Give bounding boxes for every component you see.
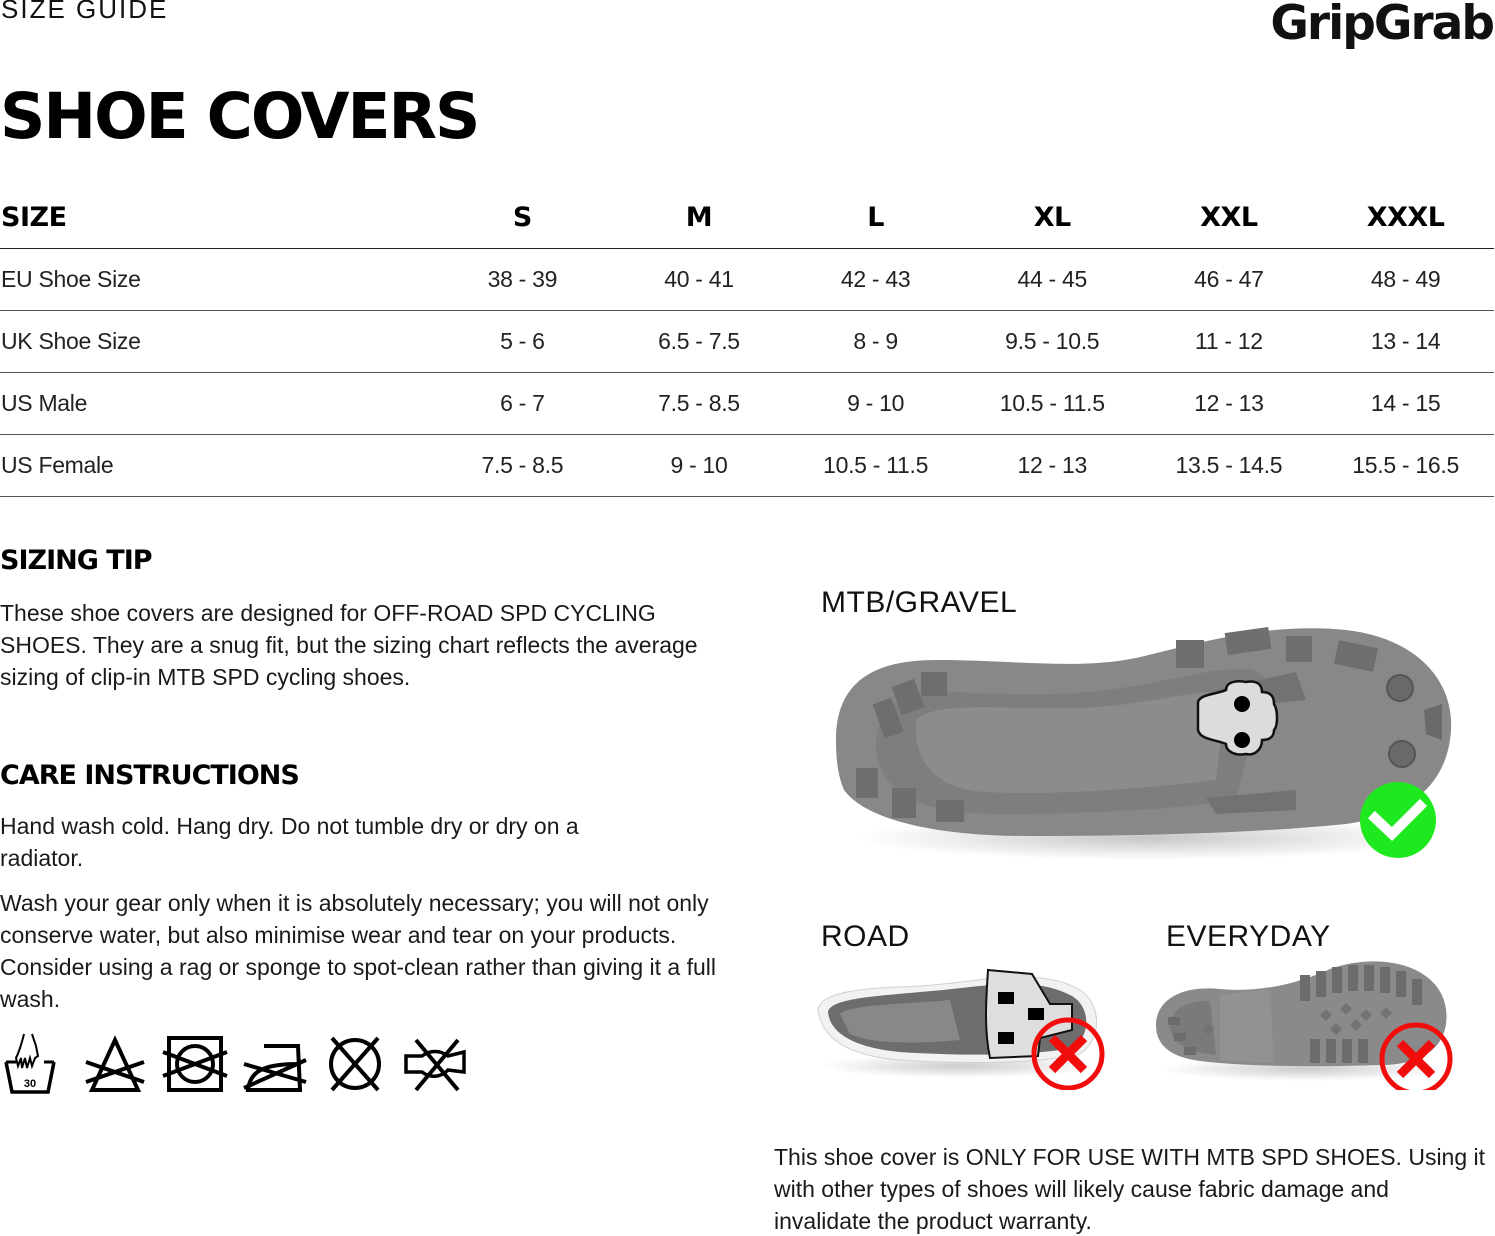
table-cell: 11 - 12 <box>1194 327 1263 354</box>
table-cell: 9.5 - 10.5 <box>1005 327 1100 354</box>
table-cell: 5 - 6 <box>500 327 545 354</box>
check-icon <box>1360 782 1436 858</box>
table-cell: 6.5 - 7.5 <box>658 327 740 354</box>
table-cell: 12 - 13 <box>1194 389 1264 416</box>
do-not-iron-icon <box>242 1032 308 1096</box>
table-cell: 9 - 10 <box>847 389 905 416</box>
everyday-label: EVERYDAY <box>1166 920 1331 953</box>
table-cell: 10.5 - 11.5 <box>823 451 929 478</box>
size-guide-kicker: SIZE GUIDE <box>1 0 169 24</box>
table-cell: 40 - 41 <box>664 265 734 292</box>
do-not-bleach-icon <box>82 1032 148 1096</box>
table-row <box>0 310 1494 372</box>
hand-wash-30-icon <box>2 1032 68 1096</box>
row-label: UK Shoe Size <box>1 327 141 354</box>
row-label: EU Shoe Size <box>1 265 141 292</box>
mtb-shoe-sole-illustration <box>826 600 1456 870</box>
road-shoe-sole-illustration <box>810 960 1110 1090</box>
table-cell: 7.5 - 8.5 <box>658 389 740 416</box>
table-cell: 13 - 14 <box>1370 327 1441 354</box>
size-column-xxxl: XXXL <box>1366 202 1445 234</box>
do-not-wring-icon <box>402 1032 468 1096</box>
size-column-s: S <box>512 202 532 234</box>
table-cell: 8 - 9 <box>853 327 898 354</box>
svg-text:30: 30 <box>23 1078 37 1090</box>
everyday-shoe-sole-illustration <box>1150 955 1460 1090</box>
page-title: SHOE COVERS <box>0 80 479 153</box>
table-cell: 12 - 13 <box>1017 451 1087 478</box>
table-row <box>0 434 1494 496</box>
care-instructions-heading: CARE INSTRUCTIONS <box>0 760 299 791</box>
care-instructions-text-1: Hand wash cold. Hang dry. Do not tumble dry or dry on a radiator. <box>0 813 579 871</box>
table-cell: 44 - 45 <box>1017 265 1087 292</box>
do-not-dry-clean-icon <box>322 1032 388 1096</box>
size-column-xl: XL <box>1033 202 1071 234</box>
table-cell: 46 - 47 <box>1194 265 1264 292</box>
table-cell: 15.5 - 16.5 <box>1352 451 1459 478</box>
row-label: US Male <box>1 389 88 416</box>
size-column-xxl: XXL <box>1200 202 1258 234</box>
table-row <box>0 248 1494 310</box>
brand-logo: GripGrab <box>1270 0 1493 51</box>
care-symbols <box>2 1032 482 1096</box>
care-instructions-text-2: Wash your gear only when it is absolutely necessary; you will not only conserve water, but also minimise wear and tear on your products. Consider using a rag or sponge to spot-clean rather than giving it a full wash. <box>0 890 716 1012</box>
compatibility-warning-text: This shoe cover is ONLY FOR USE WITH MTB SPD SHOES. Using it with other types of shoes will likely cause fabric damage and invalidate the product warranty. <box>774 1144 1486 1234</box>
road-label: ROAD <box>821 920 910 953</box>
row-label: US Female <box>1 451 114 478</box>
table-row <box>0 372 1494 434</box>
do-not-tumble-dry-icon <box>162 1032 228 1096</box>
size-column-m: M <box>685 202 713 234</box>
mtb-gravel-label: MTB/GRAVEL <box>821 586 1018 619</box>
sizing-tip-heading: SIZING TIP <box>0 545 152 576</box>
size-header-label: SIZE <box>1 202 67 234</box>
table-cell: 48 - 49 <box>1370 265 1441 292</box>
table-cell: 13.5 - 14.5 <box>1175 451 1283 478</box>
table-cell: 6 - 7 <box>500 389 545 416</box>
table-cell: 9 - 10 <box>670 451 728 478</box>
table-header-row <box>0 188 1494 248</box>
table-cell: 7.5 - 8.5 <box>481 451 564 478</box>
size-table <box>0 188 1494 497</box>
size-column-l: L <box>867 202 884 234</box>
table-cell: 42 - 43 <box>840 265 911 292</box>
table-cell: 10.5 - 11.5 <box>999 389 1105 416</box>
table-cell: 38 - 39 <box>487 265 558 292</box>
table-cell: 14 - 15 <box>1370 389 1441 416</box>
sizing-tip-text: These shoe covers are designed for OFF-ROAD SPD CYCLING SHOES. They are a snug fit, but the sizing chart reflects the average sizing of clip-in MTB SPD cycling shoes. <box>0 600 698 690</box>
